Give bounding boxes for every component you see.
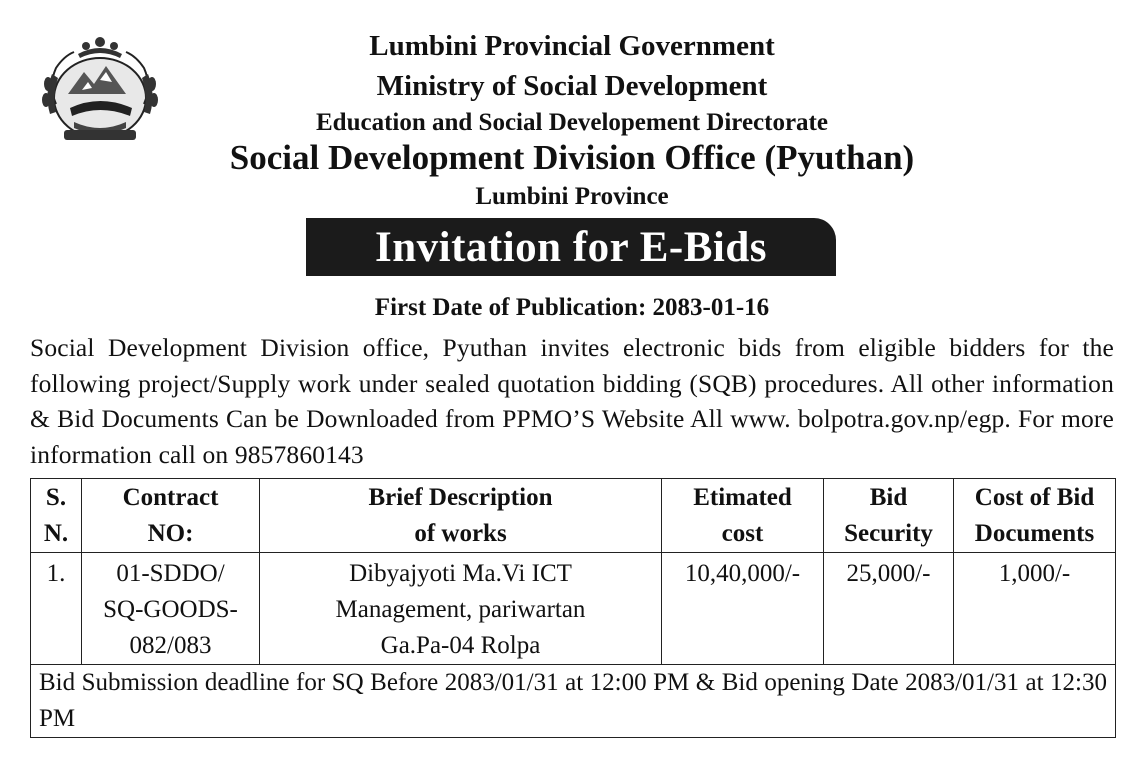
bids-table — [30, 478, 1116, 738]
directorate-title: Education and Social Developement Directorate — [316, 109, 828, 136]
cell-doc-cost: 1,000/- — [954, 553, 1116, 665]
table-header-row — [31, 479, 1116, 553]
cell-bid-security: 25,000/- — [824, 553, 954, 665]
cell-sn: 1. — [31, 553, 82, 665]
header-estimated-cost: Etimated cost — [662, 479, 824, 553]
intro-paragraph: Social Development Division office, Pyuthan invites electronic bids from eligible bidders for the following project/Supply work under sealed quotation bidding (SQB) procedures. All other information & Bid Documents Can be Downloaded from PPMO’S Website All www. bolpotra.gov.np/egp. For more information call on 9857860143 — [30, 333, 1114, 469]
publication-date: First Date of Publication: 2083-01-16 — [374, 294, 770, 321]
ministry-title: Ministry of Social Development — [376, 70, 768, 102]
submission-deadline: Bid Submission deadline for SQ Before 2083/01/31 at 12:00 PM & Bid opening Date 2083/01/31 at 12:30 PM — [31, 665, 1116, 738]
cell-contract-no: 01-SDDO/ SQ-GOODS- 082/083 — [82, 553, 260, 665]
header-contract-no: Contract NO: — [82, 479, 260, 553]
header-doc-cost: Cost of Bid Documents — [954, 479, 1116, 553]
cell-estimated-cost: 10,40,000/- — [662, 553, 824, 665]
province-name: Lumbini Province — [475, 183, 669, 210]
province-government-title: Lumbini Provincial Government — [369, 30, 775, 62]
header-sn: S. N. — [31, 479, 82, 553]
invitation-banner: Invitation for E-Bids — [306, 218, 836, 276]
office-title: Social Development Division Office (Pyuthan) — [229, 138, 915, 177]
cell-description: Dibyajyoti Ma.Vi ICT Management, pariwartan Ga.Pa-04 Rolpa — [260, 553, 662, 665]
table-footer-row — [31, 665, 1116, 738]
table-row — [31, 553, 1116, 665]
header-bid-security: Bid Security — [824, 479, 954, 553]
header-description: Brief Description of works — [260, 479, 662, 553]
